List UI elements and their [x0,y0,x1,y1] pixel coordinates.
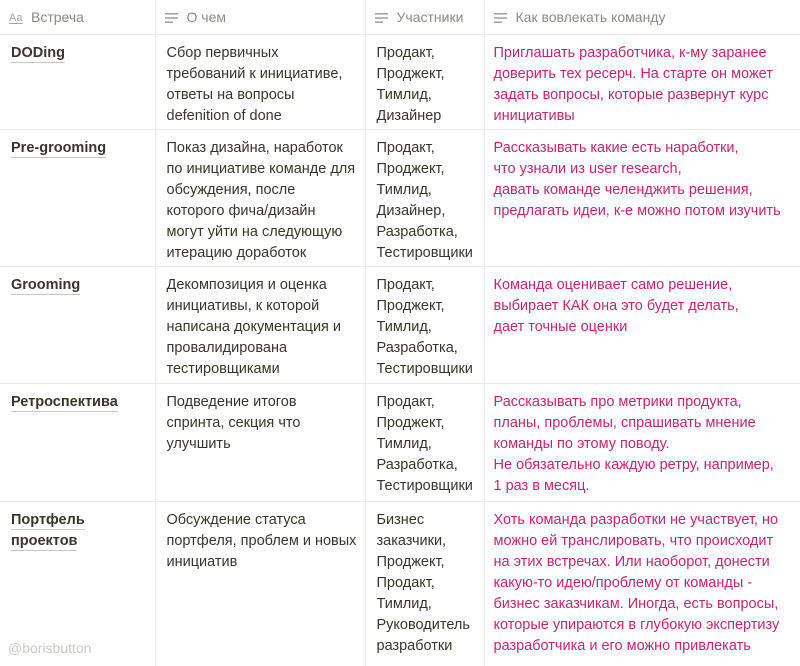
text-line: итерацию доработок [166,245,307,261]
text-line: Проджект, [376,554,445,570]
text-line: которого фича/дизайн [166,203,316,219]
text-line: инициативы [493,108,575,124]
text-line: по инициативе команде для [166,161,356,177]
text-line: доверить тех ресерч. На старте он может [493,66,773,82]
meeting-cell[interactable] [0,130,155,267]
text-line: defenition of done [166,108,282,124]
text-line: Приглашать разработчика, к-му заранее [493,45,767,61]
column-header-about[interactable] [155,0,365,35]
text-line: Продакт, [376,45,435,61]
text-line: какую-то идею/проблему от команды - [493,575,753,591]
column-header-participants[interactable] [365,0,484,35]
column-header-label: О чем [186,9,226,25]
text-line: Проджект, [376,298,445,314]
text-line: которые упираются в глубокую экспертизу [493,617,780,633]
meeting-cell[interactable] [0,267,155,384]
text-line: Разработка, [376,224,458,240]
text-line: Проджект, [376,161,445,177]
text-line: Декомпозиция и оценка [166,277,327,293]
column-header-engage[interactable] [484,0,800,35]
text-line: провалидирована [166,340,288,356]
text-line: Сбор первичных [166,45,279,61]
engage-cell[interactable] [484,267,800,384]
participants-cell[interactable] [365,502,484,666]
about-cell[interactable] [155,130,365,267]
text-line: Тимлид, [376,182,432,198]
engage-cell[interactable] [484,130,800,267]
about-cell[interactable] [155,267,365,384]
text-line: разработки [376,638,453,654]
text-line: Проджект, [376,66,445,82]
text-line: Хоть команда разработки не участвует, но [493,512,779,528]
participants-cell[interactable] [365,35,484,130]
participants-cell[interactable] [365,267,484,384]
text-line: портфеля, проблем и новых [166,533,357,549]
table-row [0,267,800,384]
table-header-row [0,0,800,35]
meeting-title[interactable]: Grooming [11,277,81,293]
text-line: улучшить [166,436,231,452]
text-lines-icon [494,12,510,24]
text-line: давать команде челенджить решения, [493,182,753,198]
text-line: Тимлид, [376,319,432,335]
text-line: на этих встречах. Или наоборот, донести [493,554,770,570]
text-line: Проджект, [376,415,445,431]
text-line: выбирает КАК она это будет делать, [493,298,739,314]
text-line: Тестировщики [376,478,473,494]
text-line: команды по этому поводу. [493,436,670,452]
table-row [0,384,800,502]
text-line: тестировщиками [166,361,280,377]
text-line: Рассказывать про метрики продукта, [493,394,742,410]
text-line: 1 раз в месяц. [493,478,590,494]
table-row [0,130,800,267]
meeting-cell[interactable] [0,35,155,130]
meeting-title[interactable]: Pre-grooming [11,140,107,156]
title-property-icon: Aa [9,12,23,25]
text-line: Тестировщики [376,361,473,377]
text-line: Продакт, [376,140,435,156]
text-line: разработчика и его можно привлекать [493,638,751,654]
text-line: Команда оценивает само решение, [493,277,733,293]
text-line: планы, проблемы, спрашивать мнение [493,415,756,431]
text-lines-icon [165,12,181,24]
text-line: Руководитель [376,617,470,633]
text-line: инициатив [166,554,238,570]
participants-cell[interactable] [365,384,484,502]
text-line: Продакт, [376,394,435,410]
text-line: обсуждения, после [166,182,296,198]
column-header-label: Как вовлекать команду [515,9,666,25]
text-line: Тимлид, [376,436,432,452]
text-line: заказчики, [376,533,447,549]
column-header-meeting[interactable] [0,0,155,35]
text-line: Продакт, [376,575,435,591]
text-line: требований к инициативе, [166,66,343,82]
text-line: Рассказывать какие есть наработки, [493,140,739,156]
meeting-cell[interactable] [0,384,155,502]
text-line: Обсуждение статуса [166,512,306,528]
meeting-title[interactable]: Портфель проектов [11,512,85,549]
engage-cell[interactable] [484,384,800,502]
participants-cell[interactable] [365,130,484,267]
text-line: можно ей транслировать, что происходит [493,533,774,549]
text-line: написана документация и [166,319,342,335]
table-row [0,502,800,666]
text-line: Тимлид, [376,87,432,103]
text-line: Разработка, [376,457,458,473]
text-line: могут уйти на следующую [166,224,343,240]
text-line: дает точные оценки [493,319,628,335]
text-line: что узнали из user research, [493,161,682,177]
about-cell[interactable] [155,384,365,502]
meeting-title[interactable]: DODing [11,45,65,61]
text-line: задать вопросы, которые развернут курс [493,87,769,103]
column-header-label: Участники [396,9,464,25]
text-line: Продакт, [376,277,435,293]
text-line: ответы на вопросы [166,87,295,103]
about-cell[interactable] [155,35,365,130]
text-line: Показ дизайна, наработок [166,140,343,156]
text-line: Тестировщики [376,245,473,261]
text-line: предлагать идеи, к-е можно потом изучить [493,203,781,219]
table-row [0,35,800,130]
text-line: бизнес заказчикам. Иногда, есть вопросы, [493,596,779,612]
text-line: спринта, секция что [166,415,301,431]
text-line: Дизайнер, [376,203,446,219]
text-lines-icon [375,12,391,24]
text-line: Дизайнер [376,108,442,124]
engage-cell[interactable] [484,35,800,130]
about-cell[interactable] [155,502,365,666]
text-line: Подведение итогов [166,394,297,410]
meeting-title[interactable]: Ретроспектива [11,394,118,410]
engage-cell[interactable] [484,502,800,666]
watermark: @borisbutton [8,640,92,656]
text-line: инициативы, к которой [166,298,320,314]
text-line: Тимлид, [376,596,432,612]
text-line: Не обязательно каждую ретру, например, [493,457,774,473]
column-header-label: Встреча [31,9,84,25]
text-line: Разработка, [376,340,458,356]
text-line: Бизнес [376,512,425,528]
